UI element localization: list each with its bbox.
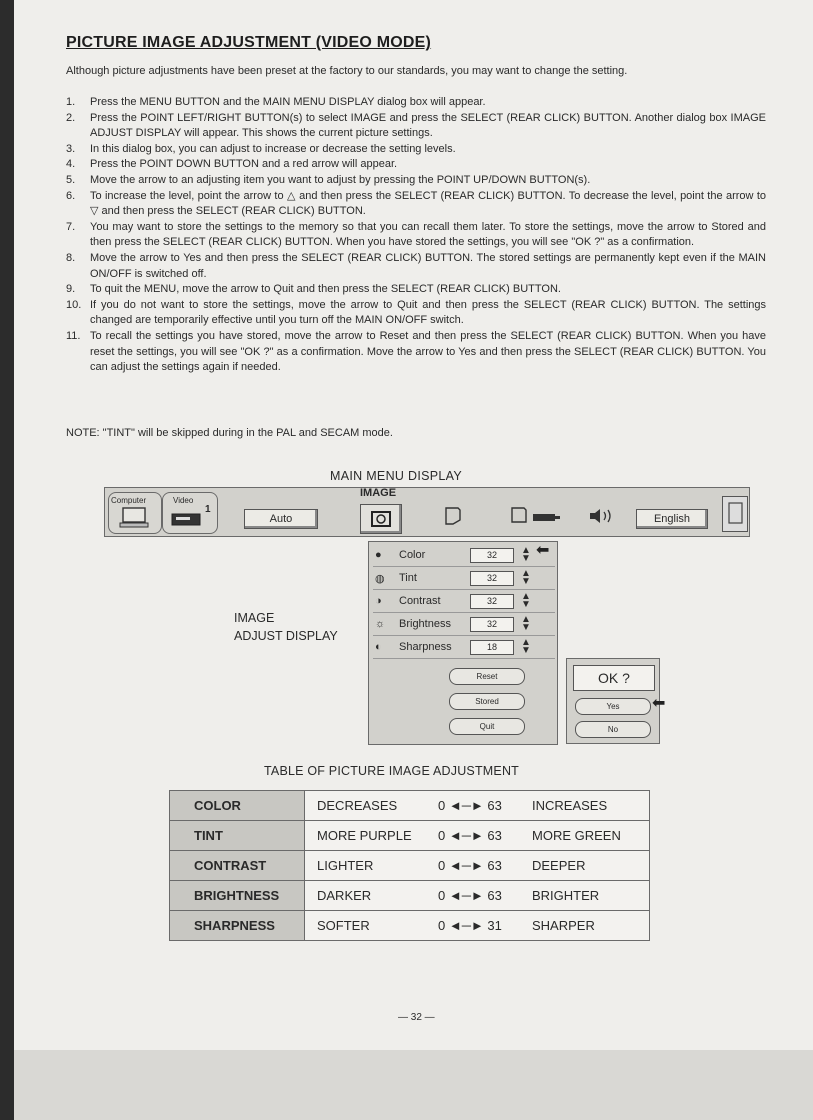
adjustment-table <box>169 790 650 941</box>
page-margin <box>14 1050 813 1120</box>
tint-value: 32 <box>470 571 514 586</box>
table-row: BRIGHTNESS DARKER 0 ◄─► 63 BRIGHTER <box>170 881 650 911</box>
up-down-arrows[interactable]: ▲ ▼ <box>521 637 531 656</box>
step-item: 9. To quit the MENU, move the arrow to Quit and then press the SELECT (REAR CLICK) BUTTON. <box>66 283 561 296</box>
brightness-value: 32 <box>470 617 514 632</box>
table-row: CONTRAST LIGHTER 0 ◄─► 63 DEEPER <box>170 851 650 881</box>
sharpness-icon: ◐ <box>375 641 382 653</box>
arrow-pointer-icon: ⬅ <box>652 695 666 712</box>
tab-computer-label: Computer <box>111 496 147 505</box>
image-button[interactable] <box>360 504 402 534</box>
yes-button[interactable]: Yes <box>575 698 651 715</box>
step-item: 11. To recall the settings you have stored, move the arrow to Reset and then press the SELECT (REAR CLICK) BUTTON. When you have reset the settings, you will see "OK ?" as a confirmation. Move the arrow to Yes and then press the SELECT (REAR CLICK) BUTTON. You can adjust the settings again if needed. <box>66 329 766 374</box>
reset-button[interactable]: Reset <box>449 668 525 685</box>
note-text: NOTE: "TINT" will be skipped during in the PAL and SECAM mode. <box>66 427 393 439</box>
red-arrow-pointer-icon: ⬅ <box>536 542 550 559</box>
monitor-icon <box>119 507 151 529</box>
brightness-icon: ☼ <box>375 618 386 630</box>
book-binding <box>0 0 14 1120</box>
up-down-arrows[interactable]: ▲ ▼ <box>521 545 531 564</box>
table-row: TINT MORE PURPLE 0 ◄─► 63 MORE GREEN <box>170 821 650 851</box>
step-item: 8. Move the arrow to Yes and then press the SELECT (REAR CLICK) BUTTON. The stored settings are permanently kept even if the MAIN ON/OFF is switched off. <box>66 251 766 280</box>
table-row: SHARPNESS SOFTER 0 ◄─► 31 SHARPER <box>170 911 650 941</box>
step-item: 3. In this dialog box, you can adjust to increase or decrease the setting levels. <box>66 142 456 155</box>
screen-projector-icon[interactable] <box>508 506 568 530</box>
table-title: TABLE OF PICTURE IMAGE ADJUSTMENT <box>264 764 520 778</box>
no-button[interactable]: No <box>575 721 651 738</box>
step-item: 5. Move the arrow to an adjusting item you want to adjust by pressing the POINT UP/DOWN BUTTON(s). <box>66 173 591 186</box>
step-item: 10. If you do not want to store the settings, move the arrow to Quit and then press the SELECT (REAR CLICK) BUTTON. The settings changed are temporarily effective until you turn off the MAIN ON/OFF switch. <box>66 298 766 327</box>
auto-button[interactable]: Auto <box>244 509 318 529</box>
tab-video[interactable] <box>162 492 218 534</box>
exit-icon[interactable] <box>722 496 748 532</box>
language-button[interactable]: English <box>636 509 708 529</box>
up-down-arrows[interactable]: ▲ ▼ <box>521 568 531 587</box>
adjust-row-contrast[interactable]: ◑ Contrast 32 ▲ ▼ <box>373 591 555 613</box>
up-down-arrows[interactable]: ▲ ▼ <box>521 591 531 610</box>
screen-icon[interactable] <box>440 506 466 530</box>
color-value: 32 <box>470 548 514 563</box>
adjust-row-color[interactable]: ● Color 32 ▲ ▼ <box>373 545 555 567</box>
up-down-arrows[interactable]: ▲ ▼ <box>521 614 531 633</box>
main-menu-heading: MAIN MENU DISPLAY <box>330 469 462 483</box>
step-item: 4. Press the POINT DOWN BUTTON and a red arrow will appear. <box>66 158 398 171</box>
table-row: COLOR DECREASES 0 ◄─► 63 INCREASES <box>170 791 650 821</box>
adjust-row-tint[interactable]: ◍ Tint 32 ▲ ▼ <box>373 568 555 590</box>
image-icon <box>371 510 391 528</box>
adjust-row-brightness[interactable]: ☼ Brightness 32 ▲ ▼ <box>373 614 555 636</box>
color-icon: ● <box>375 549 382 561</box>
step-item: 2. Press the POINT LEFT/RIGHT BUTTON(s) to select IMAGE and press the SELECT (REAR CLICK) BUTTON. Another dialog box IMAGE ADJUST DISPLAY will appear. This shows the current picture settings. <box>66 111 766 140</box>
image-adjust-panel <box>368 541 558 745</box>
page-title: PICTURE IMAGE ADJUSTMENT (VIDEO MODE) <box>66 34 432 51</box>
contrast-value: 32 <box>470 594 514 609</box>
adjust-row-sharpness[interactable]: ◐ Sharpness 18 ▲ ▼ <box>373 637 555 659</box>
tab-video-label: Video <box>173 496 194 505</box>
step-item: 7. You may want to store the settings to the memory so that you can recall them later. To store the settings, move the arrow to Stored and then press the SELECT (REAR CLICK) BUTTON. When you have stored the settings, you will see "OK ?" as a confirmation. <box>66 220 766 249</box>
page-number: — 32 — <box>398 1012 435 1023</box>
instruction-steps <box>66 95 766 376</box>
intro-text: Although picture adjustments have been preset at the factory to our standards, you may want to change the setting. <box>66 65 628 77</box>
image-menu-label: IMAGE <box>360 487 397 499</box>
contrast-icon: ◑ <box>375 595 382 607</box>
tab-computer[interactable] <box>108 492 162 534</box>
quit-button[interactable]: Quit <box>449 718 525 735</box>
ok-confirm-panel <box>566 658 660 744</box>
tint-icon: ◍ <box>375 573 385 585</box>
adjust-display-caption: IMAGE ADJUST DISPLAY <box>234 611 338 643</box>
step-item: 6. To increase the level, point the arrow to △ and then press the SELECT (REAR CLICK) BUTTON. To decrease the level, point the arrow to ▽ and then press the SELECT (REAR CLICK) BUTTON. <box>66 189 766 218</box>
speaker-icon[interactable] <box>586 506 618 530</box>
step-item: 1. Press the MENU BUTTON and the MAIN MENU DISPLAY dialog box will appear. <box>66 96 486 108</box>
stored-button[interactable]: Stored <box>449 693 525 710</box>
vcr-icon <box>171 511 203 527</box>
video-number: 1 <box>205 504 211 515</box>
sharpness-value: 18 <box>470 640 514 655</box>
ok-prompt: OK ? <box>573 665 655 691</box>
